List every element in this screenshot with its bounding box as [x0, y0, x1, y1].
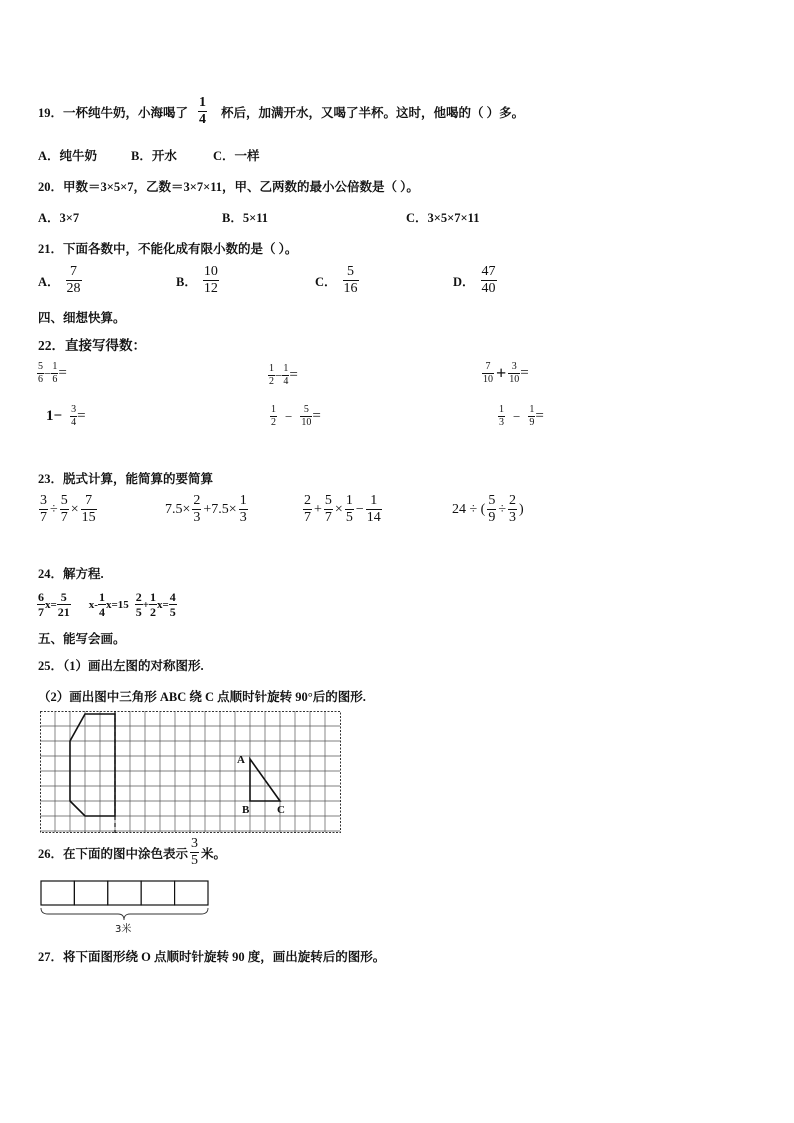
frac-num: 1 [98, 590, 105, 604]
q25-sub2: （2）画出图中三角形 ABC 绕 C 点顺时针旋转 90°后的图形. [38, 690, 366, 704]
bar-cell[interactable] [141, 881, 174, 905]
frac-num: 5 [324, 493, 332, 508]
operator: ÷ [498, 501, 507, 517]
frac-den: 7 [324, 510, 332, 525]
operator: − [285, 408, 293, 424]
frac-num: 47 [481, 264, 496, 279]
q22-item-4 [46, 405, 86, 428]
equals: = [520, 365, 529, 381]
fraction [268, 364, 275, 387]
q19-pre: 19．一杯纯牛奶，小海喝了 [38, 105, 189, 120]
q21-option-a-label: A． [38, 274, 60, 289]
fraction [60, 494, 69, 525]
brace [41, 908, 208, 920]
q25-grid-figure [40, 711, 342, 834]
equation-term: + [142, 598, 150, 611]
frac-den: 5 [191, 853, 199, 868]
q19-frac-den: 4 [199, 112, 207, 127]
label-b: B [242, 804, 250, 816]
frac-num: 1 [271, 404, 276, 415]
frac-den: 3 [509, 510, 517, 525]
fraction [81, 494, 97, 525]
fraction [508, 494, 517, 525]
frac-num: 1 [345, 493, 353, 508]
operator: + [314, 501, 322, 517]
fraction [270, 405, 277, 428]
label-a: A [237, 754, 245, 766]
frac-den: 2 [269, 376, 274, 387]
q19-post: 杯后，加满开水，又喝了半杯。这时，他喝的（ ）多。 [221, 105, 525, 120]
frac-den: 3 [193, 510, 201, 525]
frac-num: 5 [57, 591, 71, 605]
frac-num: 5 [488, 493, 496, 508]
fraction [498, 405, 505, 428]
frac-den: 2 [271, 417, 276, 428]
frac-den: 15 [81, 510, 96, 525]
q24-title: 24．解方程. [38, 567, 104, 581]
q19-frac-num: 1 [199, 95, 207, 110]
q27-text: 27．将下面图形绕 O 点顺时针旋转 90 度，画出旋转后的图形。 [38, 950, 386, 964]
q21-option-d-label: D． [453, 274, 475, 289]
q23-title: 23．脱式计算，能简算的要简算 [38, 472, 214, 486]
frac-den: 10 [301, 417, 312, 428]
frac-den: 4 [71, 417, 77, 428]
q24-equations [37, 591, 177, 618]
q21-option-d[interactable] [453, 265, 497, 296]
fraction [239, 494, 248, 525]
equals: = [58, 365, 67, 381]
bar-cell[interactable] [175, 881, 208, 905]
q26-fraction [190, 837, 199, 868]
q26-post: 米。 [201, 846, 227, 861]
operator: × [70, 501, 79, 517]
frac-den: 5 [345, 510, 353, 525]
q21-option-c-fraction [343, 265, 359, 296]
equals: = [535, 408, 544, 424]
term: 24 ÷ ( [452, 501, 486, 517]
q19-option-a[interactable]: A．纯牛奶 [38, 149, 98, 163]
q21-option-c-label: C． [315, 274, 337, 289]
bar-cell[interactable] [108, 881, 141, 905]
fraction [528, 405, 535, 428]
frac-num: 3 [508, 362, 520, 374]
frac-num: 3 [71, 404, 77, 415]
fraction [192, 494, 201, 525]
fraction [508, 362, 520, 385]
frac-den: 5 [169, 605, 176, 619]
frac-num: 1 [150, 590, 157, 604]
fraction [37, 362, 44, 385]
frac-den: 3 [499, 417, 504, 428]
frac-num: 5 [38, 361, 43, 372]
frac-den: 7 [40, 510, 47, 525]
q26-bar-figure [38, 878, 210, 938]
operator: − [44, 365, 52, 381]
q23-expr-2 [164, 494, 249, 525]
q21-option-a-fraction [66, 265, 82, 296]
q22-item-3 [482, 362, 529, 385]
fraction [366, 494, 382, 525]
q23-expr-3 [302, 494, 383, 525]
frac-den: 28 [66, 281, 81, 296]
fraction [300, 405, 312, 428]
fraction [169, 591, 177, 618]
bar-cell[interactable] [41, 881, 74, 905]
operator: − [355, 501, 364, 517]
q20-stem: 20．甲数＝3×5×7，乙数＝3×7×11，甲、乙两数的最小公倍数是（ ）。 [38, 180, 419, 194]
fraction [282, 364, 289, 387]
grid-border [41, 712, 341, 833]
equals: = [77, 408, 86, 424]
grid-lines [40, 711, 340, 832]
term: ) [519, 501, 524, 517]
operator: ÷ [50, 501, 58, 517]
equation-term: x=15 [105, 598, 129, 611]
frac-den: 4 [98, 605, 105, 619]
frac-num: 1 [239, 493, 247, 508]
fraction [57, 591, 71, 618]
frac-den: 2 [150, 605, 157, 619]
q21-option-b-label: B． [176, 274, 197, 289]
q25-title: 25．（1）画出左图的对称图形. [38, 659, 204, 673]
q19-option-c[interactable]: C．一样 [213, 149, 260, 163]
frac-den: 16 [343, 281, 358, 296]
frac-num: 2 [304, 493, 311, 508]
frac-den: 40 [481, 281, 496, 296]
q21-stem: 21．下面各数中，不能化成有限小数的是（ ）。 [38, 242, 298, 256]
fraction [135, 591, 143, 618]
frac-den: 9 [529, 417, 535, 428]
q22-item-2 [268, 364, 298, 387]
term: +7.5× [203, 501, 237, 517]
frac-num: 2 [135, 590, 142, 604]
fraction [487, 494, 496, 525]
q19-line [38, 96, 524, 127]
frac-num: 1 [529, 404, 535, 415]
q23-expr-4 [451, 494, 525, 525]
q21-option-b[interactable] [176, 265, 219, 296]
q21-option-a[interactable] [38, 265, 82, 296]
frac-num: 6 [38, 590, 44, 604]
q21-option-b-fraction [203, 265, 219, 296]
frac-den: 10 [509, 374, 520, 385]
equation-term: x= [157, 598, 169, 611]
frac-den: 7 [38, 605, 44, 619]
fraction [482, 362, 494, 385]
section-4-heading: 四、细想快算。 [38, 311, 126, 325]
frac-num: 1 [52, 361, 58, 372]
fraction [51, 362, 58, 385]
fraction [149, 591, 157, 618]
q19-option-b[interactable]: B．开水 [131, 149, 177, 163]
frac-den: 21 [57, 605, 70, 619]
frac-den: 12 [203, 281, 218, 296]
frac-den: 10 [483, 374, 493, 385]
frac-num: 2 [509, 493, 517, 508]
q19-fraction [198, 96, 207, 127]
frac-num: 5 [60, 493, 68, 508]
operator: × [334, 501, 343, 517]
frac-num: 7 [482, 362, 494, 374]
equals: = [289, 367, 298, 383]
q20-option-a[interactable]: A．3×7 [38, 211, 80, 225]
frac-den: 4 [283, 376, 289, 387]
frac-num: 1 [366, 494, 382, 510]
operator: + [496, 363, 507, 383]
term: 7.5× [165, 501, 191, 517]
frac-den: 5 [135, 605, 142, 619]
q23-expr-1 [38, 494, 98, 525]
frac-num: 10 [203, 264, 218, 279]
frac-num: 7 [81, 494, 97, 510]
brace-label: 3米 [115, 924, 132, 935]
frac-den: 7 [60, 510, 68, 525]
q26-line [38, 837, 226, 868]
fraction [39, 494, 48, 525]
q22-item-6 [498, 405, 544, 428]
q20-option-c[interactable]: C．3×5×7×11 [406, 211, 480, 225]
equation-term: x- [88, 598, 98, 611]
fraction [303, 494, 312, 525]
label-c: C [277, 804, 285, 816]
operator: − [275, 367, 283, 383]
frac-den: 14 [366, 510, 381, 525]
fraction [324, 494, 333, 525]
frac-den: 6 [38, 374, 43, 385]
frac-num: 1 [283, 363, 289, 374]
fraction [37, 591, 45, 618]
frac-den: 6 [52, 374, 58, 385]
frac-num: 7 [66, 265, 82, 281]
frac-num: 1 [499, 404, 504, 415]
frac-num: 3 [191, 836, 199, 851]
frac-num: 5 [300, 405, 312, 417]
frac-num: 1 [269, 363, 274, 374]
fraction [345, 494, 354, 525]
frac-num: 2 [193, 493, 201, 508]
q20-option-b[interactable]: B．5×11 [222, 211, 269, 225]
operator: − [513, 408, 521, 424]
frac-num: 3 [40, 493, 47, 508]
frac-den: 3 [239, 510, 247, 525]
q21-option-d-fraction [481, 265, 497, 296]
q21-option-c[interactable] [315, 265, 359, 296]
frac-den: 7 [304, 510, 311, 525]
frac-num: 5 [343, 265, 359, 281]
q22-item-5 [270, 405, 321, 428]
q22-item-1 [37, 362, 67, 385]
equals: = [312, 408, 321, 424]
frac-den: 9 [488, 510, 496, 525]
q22-title: 22．直接写得数： [38, 338, 146, 353]
equation-term: x= [45, 598, 57, 611]
fraction [98, 591, 106, 618]
section-5-heading: 五、能写会画。 [38, 632, 126, 646]
bar-cell[interactable] [74, 881, 107, 905]
whole-number: 1− [46, 408, 63, 424]
fraction [70, 405, 77, 428]
frac-num: 4 [169, 590, 176, 604]
q26-pre: 26．在下面的图中涂色表示 [38, 846, 189, 861]
